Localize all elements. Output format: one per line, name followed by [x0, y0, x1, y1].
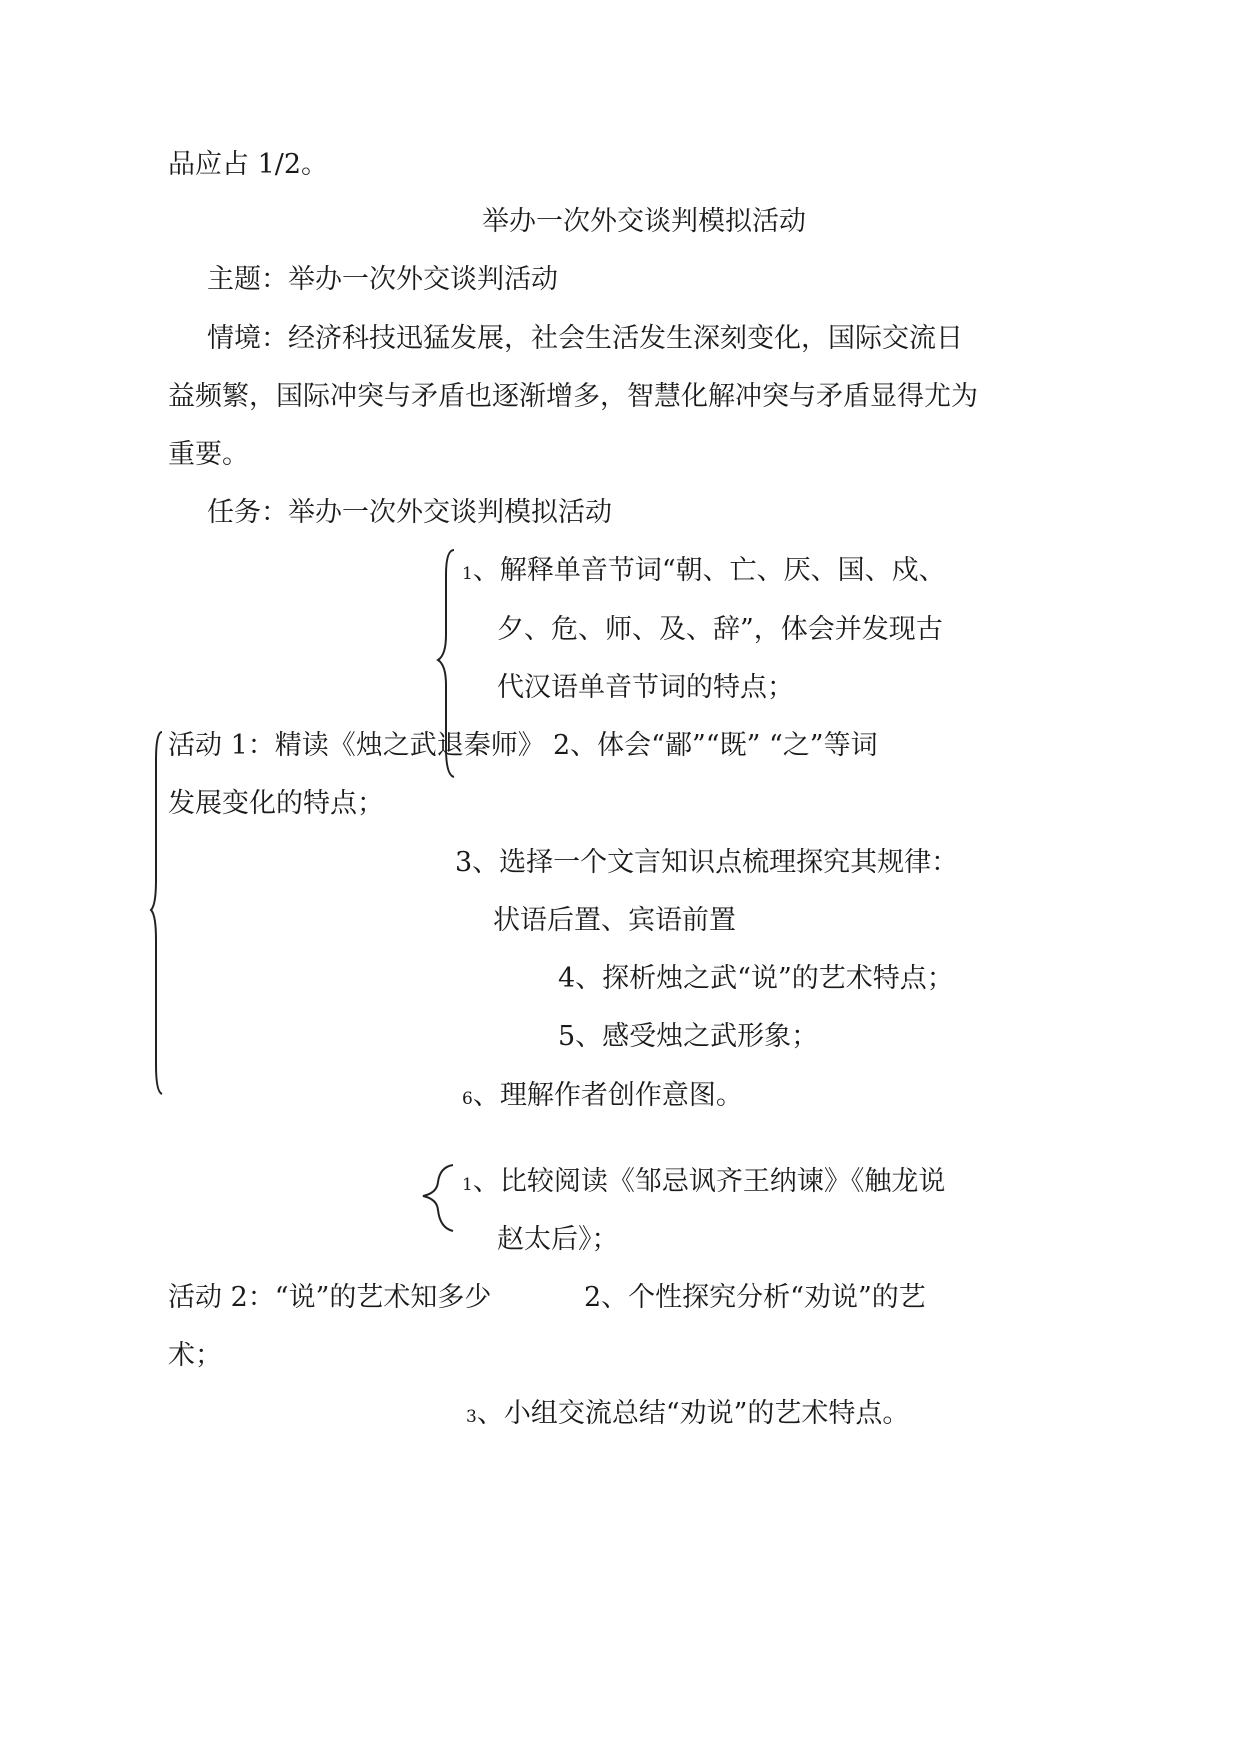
activity1-item6-number: 6: [462, 1089, 473, 1109]
situation-line-2: 益频繁，国际冲突与矛盾也逐渐增多，智慧化解冲突与矛盾显得尤为: [168, 381, 978, 412]
activity2-item1-number: 1: [462, 1175, 473, 1195]
activity2-item3: 3、小组交流总结“劝说”的艺术特点。: [466, 1398, 910, 1429]
activity2-item2-line2: 术；: [168, 1340, 222, 1371]
task-text: 任务：举办一次外交谈判模拟活动: [207, 497, 612, 528]
activity1-item3-line2: 状语后置、宾语前置: [493, 905, 736, 936]
activity1-label: 活动 1：精读《烛之武退秦师》: [168, 730, 545, 761]
situation-line-3: 重要。: [168, 439, 249, 470]
activity1-item4: 4、探析烛之武“说”的艺术特点；: [558, 963, 954, 994]
activity1-item5: 5、感受烛之武形象；: [558, 1021, 819, 1052]
activity2-item2-line1: 2、个性探究分析“劝说”的艺: [584, 1282, 926, 1313]
theme-text: 主题：举办一次外交谈判活动: [207, 264, 558, 295]
activity1-item2-line2: 发展变化的特点；: [168, 788, 384, 819]
activity2-item1-line1: 1、比较阅读《邹忌讽齐王纳谏》《触龙说: [462, 1166, 946, 1197]
activity2-item1-line2: 赵太后》；: [497, 1224, 619, 1255]
intro-text: 品应占 1/2。: [168, 149, 329, 180]
activity1-item6: 6、理解作者创作意图。: [462, 1080, 743, 1111]
activity2-label: 活动 2：“说”的艺术知多少: [168, 1282, 492, 1313]
activity1-item1-number: 1: [462, 564, 473, 584]
activity1-item3-line1: 3、选择一个文言知识点梳理探究其规律：: [455, 847, 959, 878]
activity1-item1-line3: 代汉语单音节词的特点；: [497, 672, 794, 703]
activity1-item1-line1: 1、解释单音节词“朝、亡、厌、国、戍、: [462, 555, 946, 586]
activity2-item3-number: 3: [466, 1407, 477, 1427]
situation-line-1: 情境：经济科技迅猛发展，社会生活发生深刻变化，国际交流日: [207, 323, 963, 354]
activity1-item1-line2: 夕、危、师、及、辞”，体会并发现古: [497, 614, 943, 645]
activity1-item2-line1: 2、体会“鄙”“既” “之”等词: [553, 730, 878, 761]
page-title: 举办一次外交谈判模拟活动: [482, 206, 806, 237]
